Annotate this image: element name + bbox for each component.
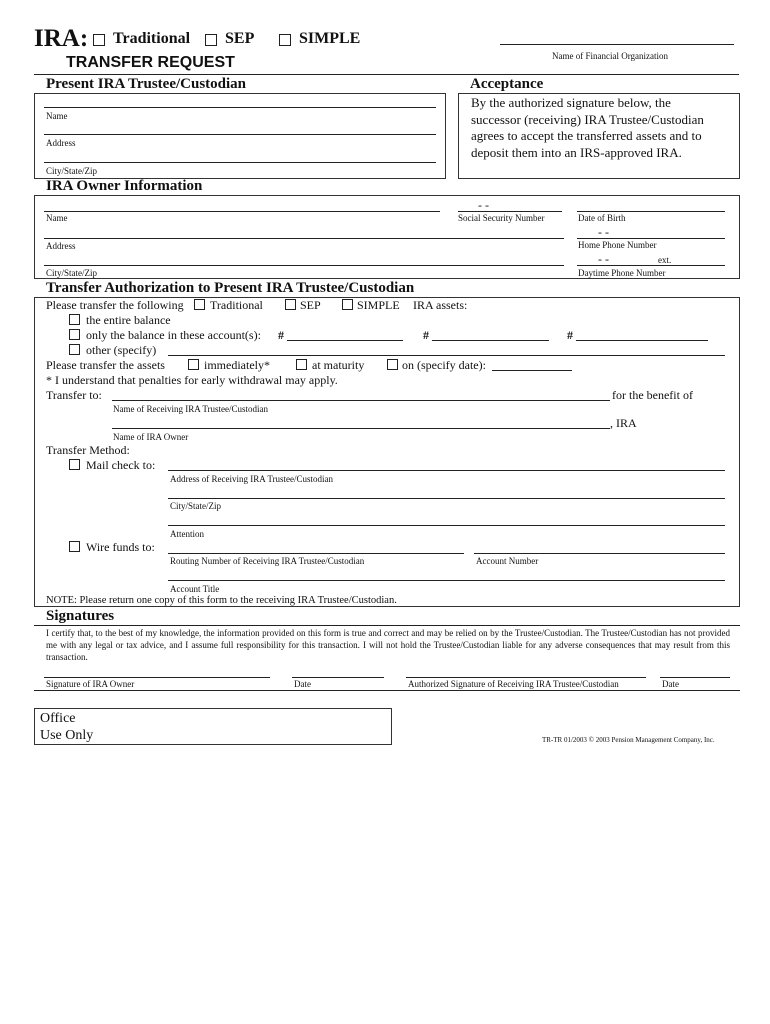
owner-date-input[interactable] bbox=[292, 677, 384, 678]
transfer-simple-label: SIMPLE bbox=[357, 298, 400, 312]
trustee-city-label: City/State/Zip bbox=[46, 166, 97, 176]
receiving-city-input[interactable] bbox=[168, 498, 725, 499]
account-title-input[interactable] bbox=[168, 580, 725, 581]
sep-checkbox[interactable] bbox=[205, 34, 217, 46]
trustee-address-label: Address bbox=[46, 138, 76, 148]
receiving-trustee-label: Name of Receiving IRA Trustee/Custodian bbox=[113, 404, 268, 414]
owner-ira-name-input[interactable] bbox=[112, 428, 610, 429]
penalty-note: * I understand that penalties for early withdrawal may apply. bbox=[46, 373, 338, 387]
account-hash-3: # bbox=[567, 328, 573, 342]
only-balance-checkbox[interactable] bbox=[69, 329, 80, 340]
authorized-signature-label: Authorized Signature of Receiving IRA Trustee/Custodian bbox=[408, 679, 619, 689]
authorized-date-label: Date bbox=[662, 679, 679, 689]
authorized-date-input[interactable] bbox=[660, 677, 730, 678]
receiving-city-label: City/State/Zip bbox=[170, 501, 221, 511]
daytime-phone-label: Daytime Phone Number bbox=[578, 268, 666, 278]
trustee-city-input[interactable] bbox=[44, 162, 436, 163]
owner-name-label: Name bbox=[46, 213, 68, 223]
immediately-label: immediately* bbox=[204, 358, 270, 372]
owner-signature-label: Signature of IRA Owner bbox=[46, 679, 135, 689]
owner-box bbox=[34, 195, 740, 279]
ira-suffix: , IRA bbox=[610, 416, 637, 430]
ssn-input[interactable] bbox=[458, 211, 562, 212]
owner-signature-input[interactable] bbox=[44, 677, 270, 678]
form-title: TRANSFER REQUEST bbox=[66, 54, 235, 71]
receiving-address-input[interactable] bbox=[168, 470, 725, 471]
transfer-traditional-label: Traditional bbox=[210, 298, 263, 312]
for-benefit-label: for the benefit of bbox=[612, 388, 693, 402]
signatures-heading: Signatures bbox=[46, 608, 115, 624]
present-trustee-heading: Present IRA Trustee/Custodian bbox=[46, 76, 247, 92]
ext-label: ext. bbox=[658, 255, 672, 265]
traditional-checkbox[interactable] bbox=[93, 34, 105, 46]
trustee-address-input[interactable] bbox=[44, 134, 436, 135]
header-divider bbox=[34, 74, 739, 75]
specify-date-checkbox[interactable] bbox=[387, 359, 398, 370]
receiving-trustee-input[interactable] bbox=[112, 400, 610, 401]
transfer-method-label: Transfer Method: bbox=[46, 443, 130, 457]
account-number-label: Account Number bbox=[476, 556, 539, 566]
copyright-footer: TR-TR 01/2003 © 2003 Pension Management Company, Inc. bbox=[542, 736, 715, 744]
ira-assets-label: IRA assets: bbox=[413, 298, 468, 312]
attention-label: Attention bbox=[170, 529, 204, 539]
receiving-address-label: Address of Receiving IRA Trustee/Custodian bbox=[170, 474, 333, 484]
simple-label: SIMPLE bbox=[299, 30, 361, 47]
transfer-simple-checkbox[interactable] bbox=[342, 299, 353, 310]
home-phone-input[interactable] bbox=[577, 238, 725, 239]
mail-check-label: Mail check to: bbox=[86, 458, 156, 472]
entire-balance-label: the entire balance bbox=[86, 313, 171, 327]
routing-number-label: Routing Number of Receiving IRA Trustee/Custodian bbox=[170, 556, 365, 566]
acceptance-text: By the authorized signature below, the successor (receiving) IRA Trustee/Custodian agrees to accept the transferred assets and to deposit them into an IRS-approved IRA. bbox=[471, 95, 704, 160]
only-balance-label: only the balance in these account(s): bbox=[86, 328, 261, 342]
other-specify-input[interactable] bbox=[168, 355, 725, 356]
ssn-separators: - - bbox=[478, 198, 489, 212]
return-note: NOTE: Please return one copy of this form to the receiving IRA Trustee/Custodian. bbox=[46, 595, 397, 606]
specify-date-input[interactable] bbox=[492, 370, 572, 371]
account-2-input[interactable] bbox=[432, 340, 549, 341]
routing-number-input[interactable] bbox=[168, 553, 464, 554]
ssn-label: Social Security Number bbox=[458, 213, 545, 223]
dob-label: Date of Birth bbox=[578, 213, 626, 223]
daytime-phone-separators: - - bbox=[598, 252, 609, 266]
transfer-assets-text: Please transfer the assets bbox=[46, 358, 165, 372]
owner-city-input[interactable] bbox=[44, 265, 564, 266]
signatures-divider bbox=[34, 625, 740, 626]
wire-funds-label: Wire funds to: bbox=[86, 540, 155, 554]
certification-text: I certify that, to the best of my knowledge, the information provided on this form is true and correct and may be relied on by the Trustee/Custodian. The Trustee/Custodian has not provided me with any legal or tax advice, and I assume full responsibility for this transaction. I will not hold the Trustee/Custodian liable for any adverse consequences that may result from this transaction. bbox=[46, 628, 730, 662]
other-checkbox[interactable] bbox=[69, 344, 80, 355]
traditional-label: Traditional bbox=[113, 30, 191, 47]
transfer-sep-checkbox[interactable] bbox=[285, 299, 296, 310]
dob-input[interactable] bbox=[577, 211, 725, 212]
owner-ira-name-label: Name of IRA Owner bbox=[113, 432, 189, 442]
account-3-input[interactable] bbox=[576, 340, 708, 341]
sep-label: SEP bbox=[225, 30, 255, 47]
home-phone-separators: - - bbox=[598, 225, 609, 239]
signatures-bottom-divider bbox=[34, 690, 740, 691]
wire-funds-checkbox[interactable] bbox=[69, 541, 80, 552]
owner-address-label: Address bbox=[46, 241, 76, 251]
account-1-input[interactable] bbox=[287, 340, 403, 341]
transfer-to-label: Transfer to: bbox=[46, 388, 102, 402]
financial-org-input[interactable] bbox=[500, 44, 734, 45]
daytime-phone-input[interactable] bbox=[577, 265, 725, 266]
immediately-checkbox[interactable] bbox=[188, 359, 199, 370]
attention-input[interactable] bbox=[168, 525, 725, 526]
owner-name-input[interactable] bbox=[44, 211, 440, 212]
transfer-heading: Transfer Authorization to Present IRA Trustee/Custodian bbox=[46, 280, 415, 296]
owner-date-label: Date bbox=[294, 679, 311, 689]
entire-balance-checkbox[interactable] bbox=[69, 314, 80, 325]
account-title-label: Account Title bbox=[170, 584, 220, 594]
trustee-name-input[interactable] bbox=[44, 107, 436, 108]
at-maturity-checkbox[interactable] bbox=[296, 359, 307, 370]
acceptance-heading: Acceptance bbox=[470, 76, 544, 92]
ira-label: IRA: bbox=[34, 25, 89, 52]
transfer-sep-label: SEP bbox=[300, 298, 321, 312]
please-transfer-text: Please transfer the following bbox=[46, 298, 184, 312]
authorized-signature-input[interactable] bbox=[406, 677, 646, 678]
account-hash-2: # bbox=[423, 328, 429, 342]
at-maturity-label: at maturity bbox=[312, 358, 365, 372]
account-hash-1: # bbox=[278, 328, 284, 342]
home-phone-label: Home Phone Number bbox=[578, 240, 657, 250]
trustee-name-label: Name bbox=[46, 111, 68, 121]
mail-check-checkbox[interactable] bbox=[69, 459, 80, 470]
office-use-label: Office Use Only bbox=[40, 711, 94, 743]
financial-org-label: Name of Financial Organization bbox=[552, 51, 669, 61]
transfer-traditional-checkbox[interactable] bbox=[194, 299, 205, 310]
owner-heading: IRA Owner Information bbox=[46, 178, 203, 194]
specify-date-label: on (specify date): bbox=[402, 358, 486, 372]
simple-checkbox[interactable] bbox=[279, 34, 291, 46]
account-number-input[interactable] bbox=[474, 553, 725, 554]
owner-city-label: City/State/Zip bbox=[46, 268, 97, 278]
owner-address-input[interactable] bbox=[44, 238, 564, 239]
other-label: other (specify) bbox=[86, 343, 157, 357]
